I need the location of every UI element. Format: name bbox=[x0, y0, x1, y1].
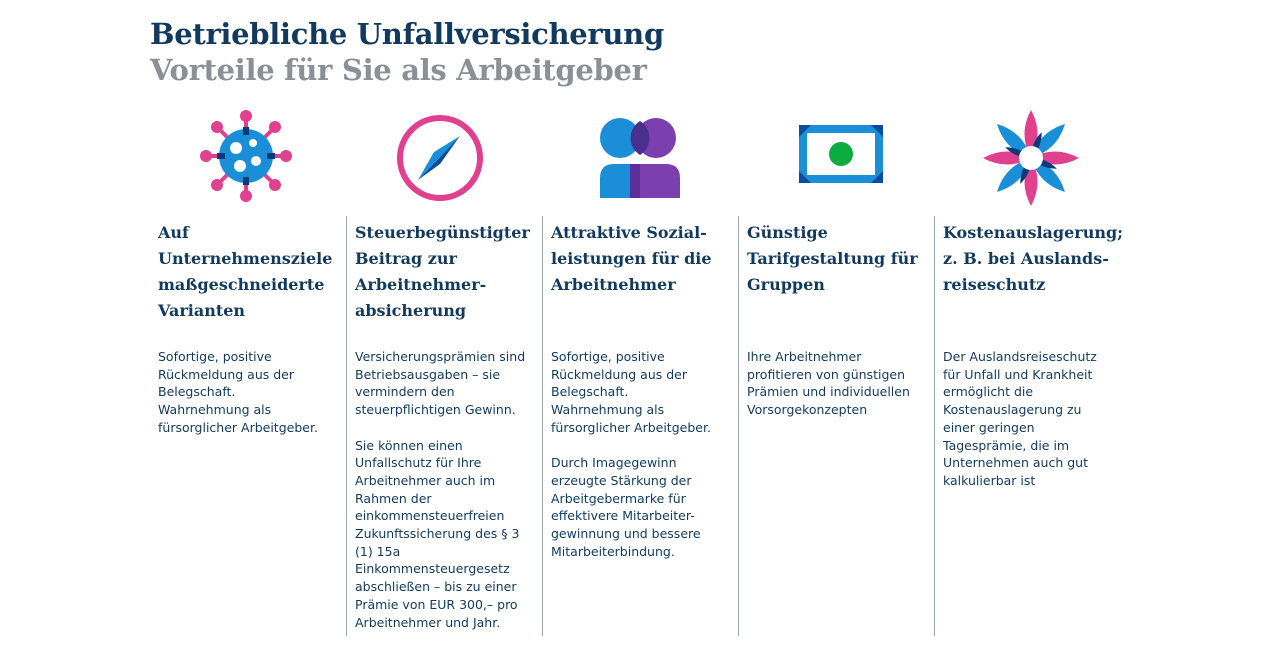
header bbox=[150, 16, 664, 88]
compass-icon bbox=[390, 108, 490, 208]
banknote-icon bbox=[791, 105, 891, 205]
benefit-text: Sofortige, positive Rückmeldung aus der Belegschaft. Wahrnehmung als fürsorglicher Arbeitgeber. bbox=[158, 349, 318, 435]
benefit-text: Sofortige, positive Rückmeldung aus der Belegschaft. Wahrnehmung als fürsorglicher Arbeitgeber. Durch Imagegewinn erzeugte Stärkung der Arbeitgebermarke für effektivere Mitarbeiter- gewinnung und bessere Mitarbeiterbindung. bbox=[551, 349, 711, 559]
benefit-column-2 bbox=[346, 216, 542, 636]
benefit-heading: Attraktive Sozial- leistungen für die Arbeitnehmer bbox=[551, 223, 712, 294]
page-title: Betriebliche Unfallversicherung bbox=[150, 17, 664, 51]
benefit-text: Der Auslandsreiseschutz für Unfall und Krankheit ermöglicht die Kostenauslagerung zu einer geringen Tagesprämie, die im Unternehmen auch gut kalkulierbar ist bbox=[943, 349, 1097, 488]
benefit-heading: Günstige Tarifgestaltung für Gruppen bbox=[747, 223, 918, 294]
benefit-text: Versicherungsprämien sind Betriebsausgaben – sie vermindern den steuerpflichtigen Gewinn. Sie können einen Unfallschutz für Ihre Arbeitnehmer auch im Rahmen der einkommensteuerfreien Zukunftssicherung des § 3 (1) 15a Einkommensteuergesetz abschließen – bis zu einer Prämie von EUR 300,– pro Arbeitnehmer und Jahr. bbox=[355, 349, 526, 630]
benefit-heading: Steuerbegünstigter Beitrag zur Arbeitnehmer- absicherung bbox=[355, 223, 530, 320]
flower-icon bbox=[981, 108, 1081, 208]
benefit-column-3 bbox=[542, 216, 738, 636]
benefit-text: Ihre Arbeitnehmer profitieren von günstigen Prämien und individuellen Vorsorgekonzepten bbox=[747, 349, 910, 418]
benefit-heading: Auf Unternehmensziele maßgeschneiderte Varianten bbox=[158, 223, 333, 320]
benefit-heading: Kostenauslagerung; z. B. bei Auslands- reiseschutz bbox=[943, 223, 1124, 294]
virus-icon bbox=[196, 106, 296, 206]
benefit-column-4 bbox=[738, 216, 934, 636]
people-icon bbox=[590, 108, 690, 208]
page-subtitle: Vorteile für Sie als Arbeitgeber bbox=[150, 53, 647, 87]
benefit-column-1 bbox=[150, 216, 346, 636]
benefit-column-5 bbox=[934, 216, 1130, 636]
